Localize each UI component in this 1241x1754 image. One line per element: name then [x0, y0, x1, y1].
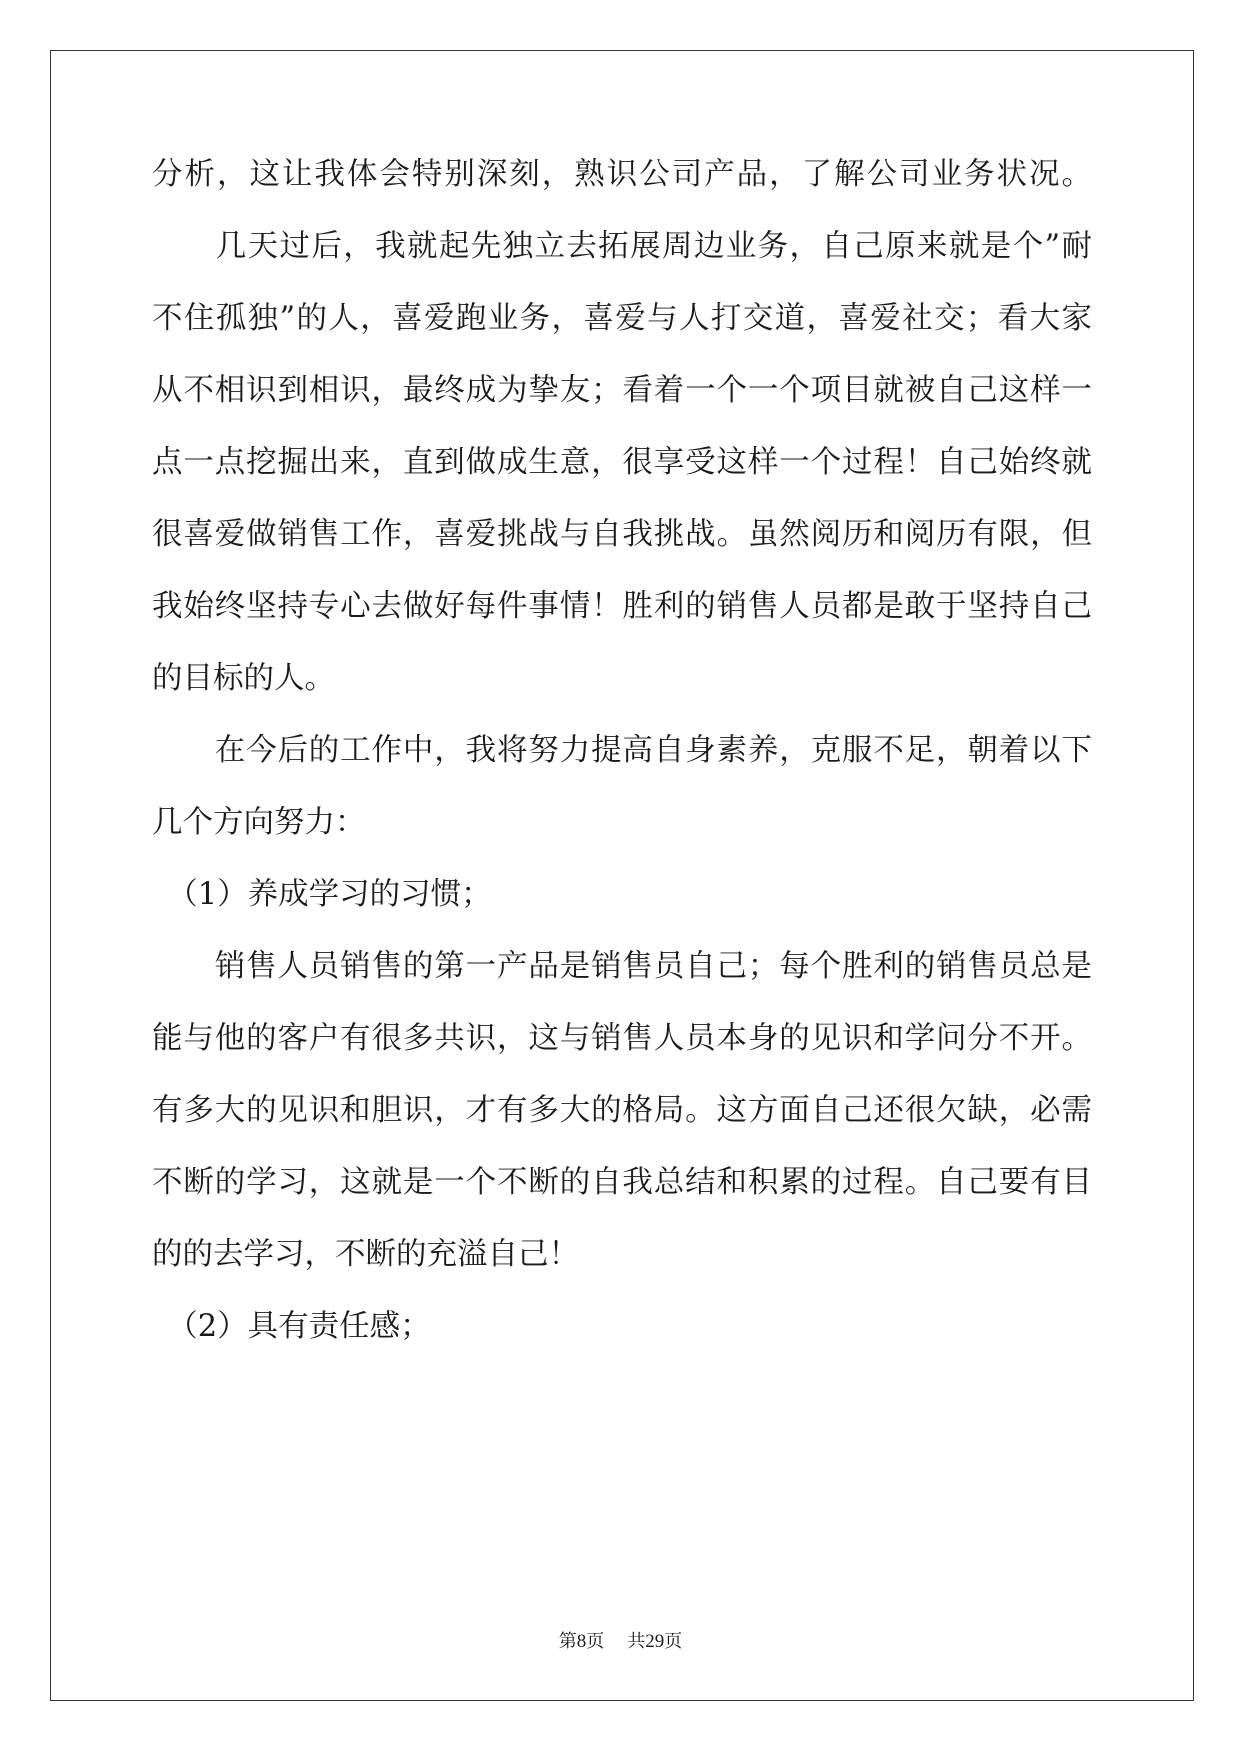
- body-line: 几天过后，我就起先独立去拓展周边业务，自己原来就是个”耐: [152, 229, 1092, 264]
- body-line: 能与他的客户有很多共识，这与销售人员本身的见识和学问分不开。: [152, 1021, 1092, 1056]
- body-line: 有多大的见识和胆识，才有多大的格局。这方面自己还很欠缺，必需: [152, 1093, 1092, 1128]
- body-line: 不住孤独”的人，喜爱跑业务，喜爱与人打交道，喜爱社交；看大家: [152, 301, 1092, 336]
- body-line: 我始终坚持专心去做好每件事情！胜利的销售人员都是敢于坚持自己: [152, 589, 1092, 624]
- footer-total-prefix: 共: [627, 1631, 646, 1652]
- body-line: 几个方向努力：: [152, 805, 366, 840]
- footer-page-number: 8: [576, 1631, 587, 1652]
- body-line: 的的去学习，不断的充溢自己！: [152, 1237, 579, 1272]
- body-line: 的目标的人。: [152, 661, 335, 696]
- footer-total-suffix: 页: [664, 1631, 683, 1652]
- page-footer: [0, 1630, 1241, 1654]
- body-line: （2）具有责任感；: [152, 1309, 431, 1344]
- body-line: 不断的学习，这就是一个不断的自我总结和积累的过程。自己要有目: [152, 1165, 1092, 1200]
- body-line: 点一点挖掘出来，直到做成生意，很享受这样一个过程！自己始终就: [152, 445, 1092, 480]
- body-line: （1）养成学习的习惯；: [152, 877, 492, 912]
- body-line: 在今后的工作中，我将努力提高自身素养，克服不足，朝着以下: [152, 733, 1092, 768]
- footer-page-prefix: 第: [558, 1631, 577, 1652]
- body-line: 从不相识到相识，最终成为挚友；看着一个一个项目就被自己这样一: [152, 373, 1092, 408]
- footer-page-suffix: 页: [586, 1631, 605, 1652]
- body-line: 销售人员销售的第一产品是销售员自己；每个胜利的销售员总是: [152, 949, 1092, 984]
- body-line: 很喜爱做销售工作，喜爱挑战与自我挑战。虽然阅历和阅历有限，但: [152, 517, 1092, 552]
- footer-total-number: 29: [645, 1631, 665, 1652]
- body-line: 分析，这让我体会特别深刻，熟识公司产品，了解公司业务状况。: [152, 157, 1092, 192]
